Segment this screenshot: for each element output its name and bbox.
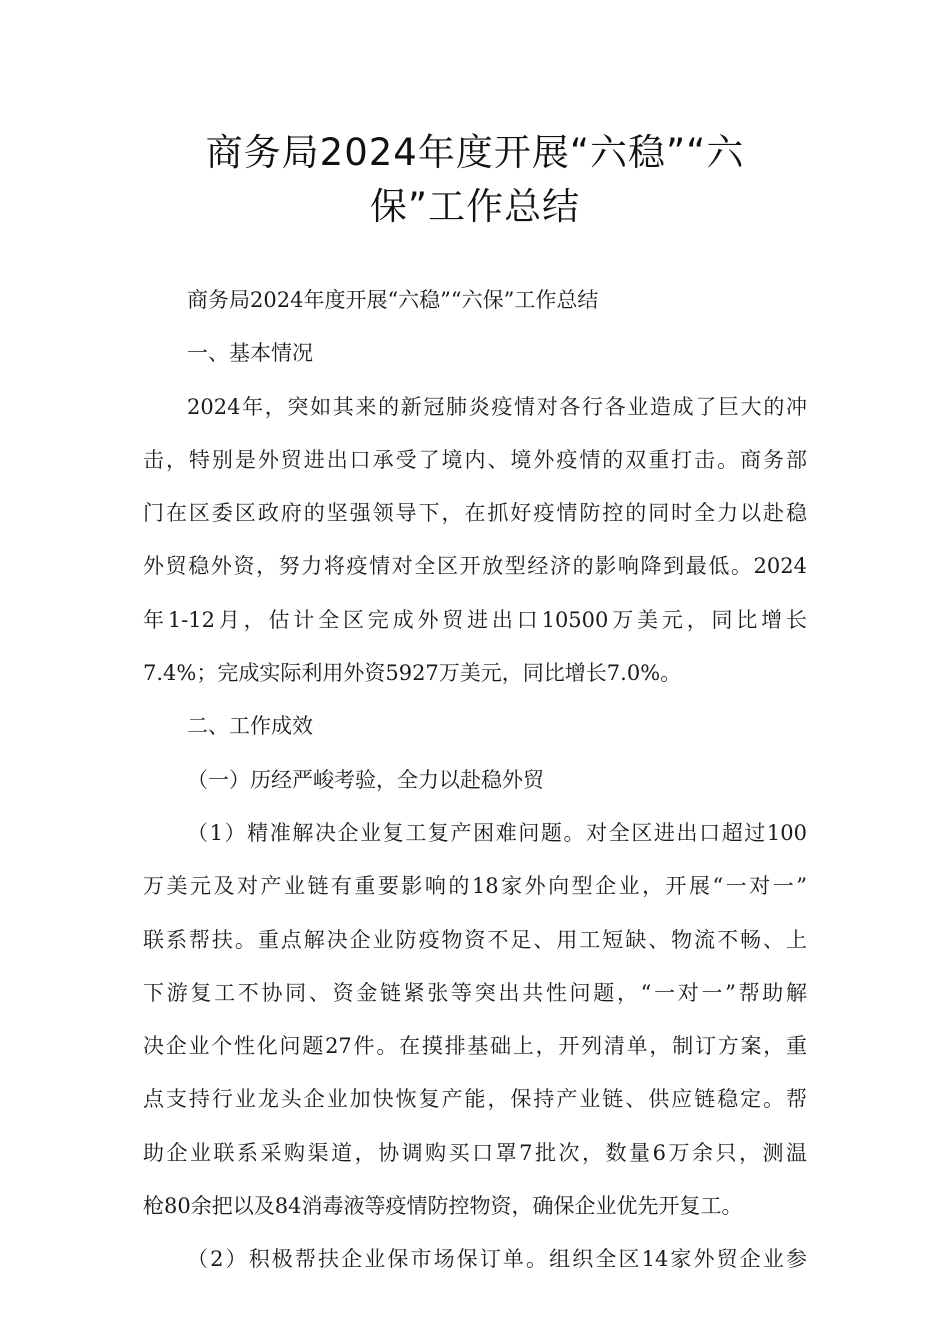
document-body xyxy=(143,274,807,1287)
paragraph-line: 7.4%；完成实际利用外资5927万美元，同比增长7.0%。 xyxy=(143,661,682,686)
subsection-heading-stabilize-trade: （一）历经严峻考验，全力以赴稳外贸 xyxy=(187,767,544,792)
paragraph-line: 年1-12月，估计全区完成外贸进出口10500万美元，同比增长 xyxy=(143,607,807,632)
paragraph-basic-situation xyxy=(143,381,807,701)
section-heading-results: 二、工作成效 xyxy=(187,714,313,739)
paragraph-line: 决企业个性化问题27件。在摸排基础上，开列清单，制订方案，重 xyxy=(143,1034,807,1059)
paragraph-line: 助企业联系采购渠道，协调购买口罩7批次，数量6万余只，测温 xyxy=(143,1140,807,1165)
paragraph-line: 点支持行业龙头企业加快恢复产能，保持产业链、供应链稳定。帮 xyxy=(143,1087,807,1112)
paragraph-line: 击，特别是外贸进出口承受了境内、境外疫情的双重打击。商务部 xyxy=(143,447,807,472)
paragraph-line: （1）精准解决企业复工复产困难问题。对全区进出口超过100 xyxy=(187,820,807,845)
title-line-2: 保”工作总结 xyxy=(369,185,581,228)
paragraph-line: 门在区委区政府的坚强领导下，在抓好疫情防控的同时全力以赴稳 xyxy=(143,501,807,526)
paragraph-resume-production xyxy=(143,807,807,1233)
paragraph-line: 外贸稳外资，努力将疫情对全区开放型经济的影响降到最低。2024 xyxy=(143,554,807,579)
section-heading-basic-situation: 一、基本情况 xyxy=(187,341,313,366)
paragraph-line: 万美元及对产业链有重要影响的18家外向型企业，开展“一对一” xyxy=(143,874,807,899)
paragraph-line: 2024年，突如其来的新冠肺炎疫情对各行各业造成了巨大的冲 xyxy=(187,394,807,419)
paragraph-line: （2）积极帮扶企业保市场保订单。组织全区14家外贸企业参 xyxy=(187,1247,807,1272)
paragraph-line: 枪80余把以及84消毒液等疫情防控物资，确保企业优先开复工。 xyxy=(143,1194,743,1219)
paragraph-line: 下游复工不协同、资金链紧张等突出共性问题，“一对一”帮助解 xyxy=(143,980,807,1005)
paragraph-line: 联系帮扶。重点解决企业防疫物资不足、用工短缺、物流不畅、上 xyxy=(143,927,807,952)
paragraph-markets-orders xyxy=(143,1233,807,1286)
document-title xyxy=(140,126,810,234)
document-subtitle: 商务局2024年度开展“六稳”“六保”工作总结 xyxy=(187,288,599,312)
title-line-1: 商务局2024年度开展“六稳”“六 xyxy=(205,131,745,174)
